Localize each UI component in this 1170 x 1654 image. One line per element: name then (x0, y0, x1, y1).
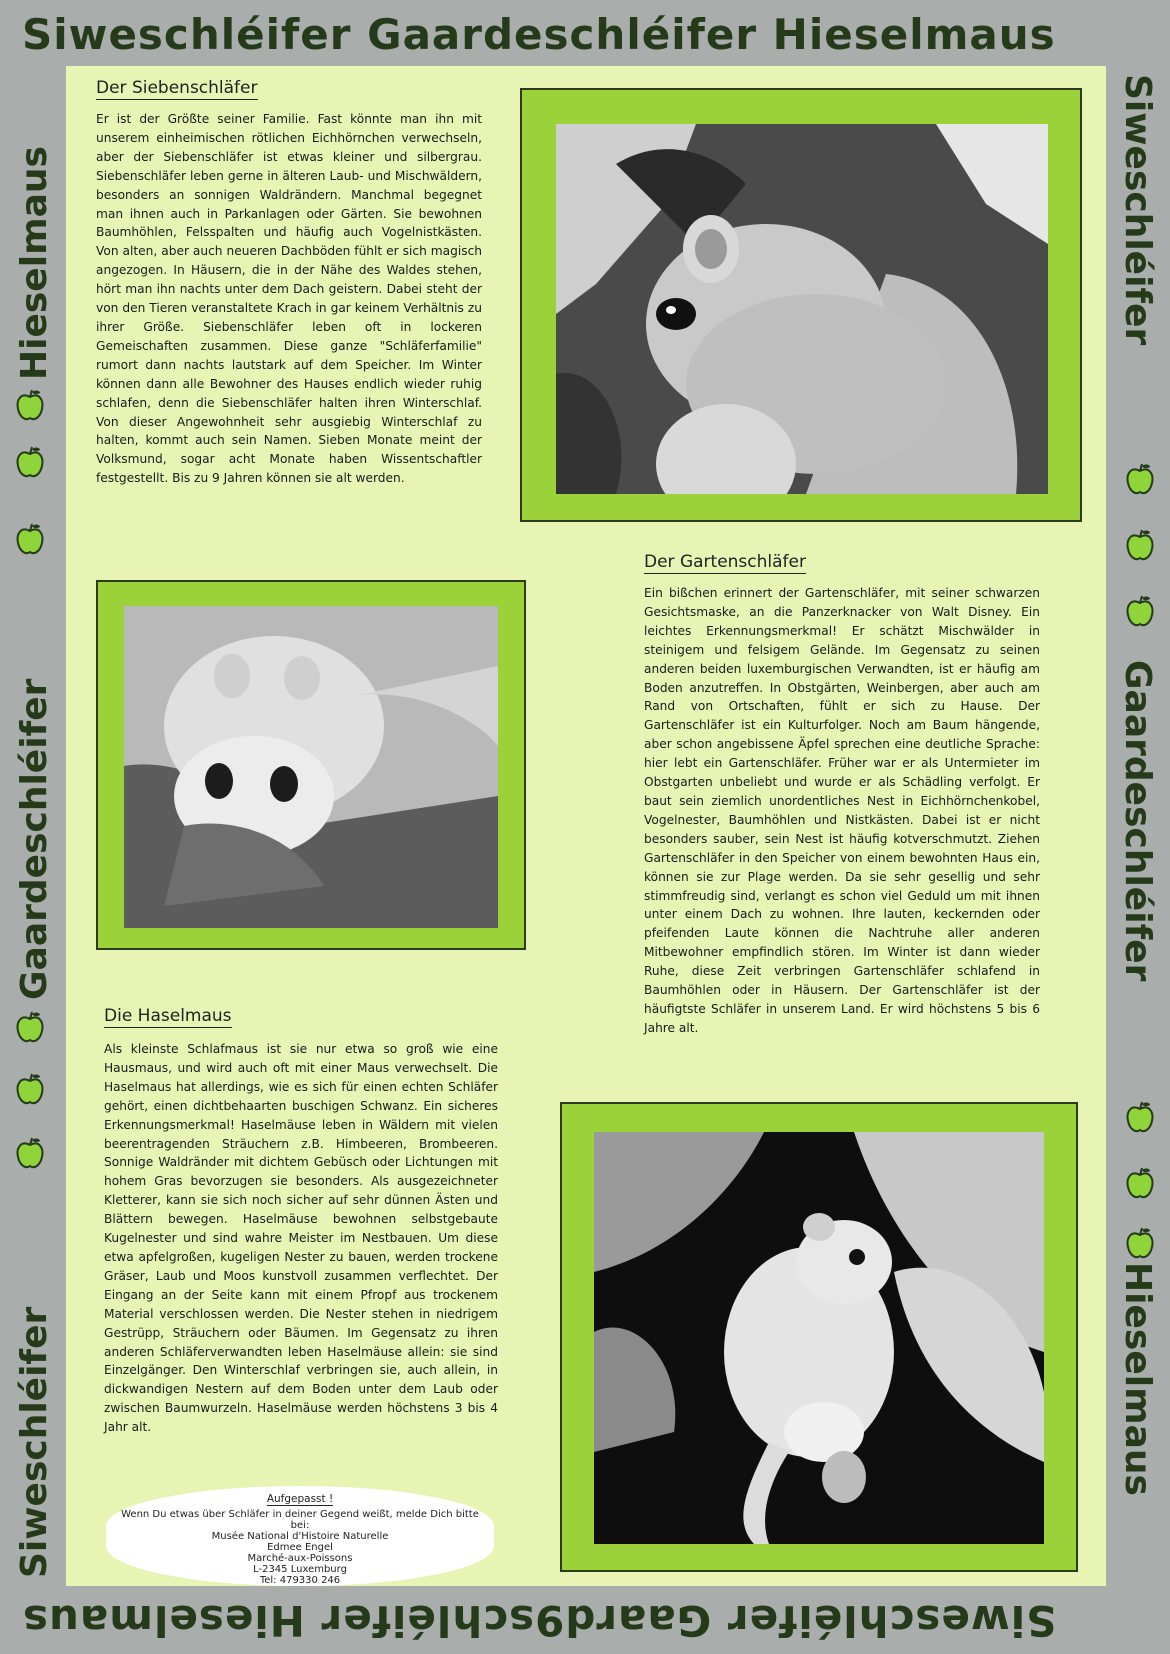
apple-icon (15, 1072, 45, 1106)
left-border-label-top: Hieselmaus (14, 146, 55, 380)
notice-title: Aufgepasst ! (266, 1493, 334, 1505)
notice-line-3: Musée National d'Histoire Naturelle (211, 1531, 389, 1542)
notice-line-6: L-2345 Luxemburg (253, 1564, 347, 1575)
apple-icon (15, 445, 45, 479)
right-border-label-middle: Gaardeschléifer (1117, 660, 1158, 982)
bottom-border-title: Siweschléifer Gaard9schléifer Hieselmaus (22, 1596, 1057, 1645)
siebenschlaefer-title: Der Siebenschläfer (96, 78, 258, 98)
notice-line-5: Marché-aux-Poissons (247, 1553, 353, 1564)
siebenschlaefer-text: Er ist der Größte seiner Familie. Fast könnte man ihn mit unserem einheimischen rötlichen Eichhörnchen verwechseln, aber der Siebenschläfer ist etwas kleiner und silbergrau. Siebenschläfer leben gerne in älteren Laub- und Mischwäldern, besonders an sonnigen Waldrändern. Manchmal begegnet man ihnen auch in Parkanlagen oder Gärten. Sie bewohnen Baumhöhlen, Felsspalten und häufig auch Vogelnistkästen. Von alten, aber auch neueren Dachböden fühlt er sich magisch angezogen. In Häusern, die in der Nähe des Waldes stehen, hört man ihn nachts unter dem Dach geistern. Dabei steht der von den Tieren veranstaltete Krach in gar keinem Verhältnis zu ihrer Größe. Siebenschläfer leben oft in lockeren Gemeischaften zusammen. Diese ganze "Schläferfamilie" rumort dann nachts lautstark auf dem Speicher. Im Winter können dann alle Bewohner des Hauses endlich wieder ruhig schlafen, denn die Siebenschläfer halten ihren Winterschlaf. Von dieser Angewohnheit sehr ausgiebig Winterschlaf zu halten, kommt auch sein Namen. Sieben Monate meint der Volksmund, sogar acht Monate haben Wissentschaftler festgestellt. Bis zu 9 Jahren können sie alt werden. (96, 112, 482, 486)
apple-icon (1125, 1100, 1155, 1134)
apple-icon (15, 1136, 45, 1170)
haselmaus-photo (594, 1132, 1044, 1544)
gartenschlaefer-heading (644, 552, 806, 574)
siebenschlaefer-heading (96, 78, 258, 100)
notice-line-4: Edmee Engel (267, 1542, 333, 1553)
apple-icon (15, 1010, 45, 1044)
contact-notice (106, 1486, 494, 1586)
haselmaus-text: Als kleinste Schlafmaus ist sie nur etwa so groß wie eine Hausmaus, und wird auch oft mit einer Maus verwechselt. Die Haselmaus hat allerdings, wie es sich für einen echten Schläfer gehört, einen dichtbehaarten buschigen Schwanz. Ein sicheres Erkennungsmerkmal! Haselmäuse leben in Wäldern mit vielen beerentragenden Sträuchern z.B. Himbeeren, Brombeeren. Sonnige Waldränder mit dichtem Gebüsch oder Lichtungen mit hohem Gras bevorzugen sie besonders. Als ausgezeichneter Kletterer, kann sie sich noch sicher auf sehr dünnen Ästen und Blättern bewegen. Haselmäuse bewohnen selbstgebaute Kugelnester und sind wahre Meister im Nestbauen. Um diese etwa apfelgroßen, kugeligen Nester zu bauen, werden trockene Gräser, Laub und Moos kunstvoll zusammen verflechtet. Der Eingang an der Seite kann mit einem Pfropf aus trockenem Material verschlossen werden. Die Nester stehen in niedrigem Gestrüpp, Sträuchern oder Bäumen. Im Gegensatz zu ihren anderen Schläferverwandten leben Haselmäuse allein: sie sind Einzelgänger. Den Winterschlaf verbringen sie, auch allein, in dickwandigen Nestern auf dem Boden unter dem Laub oder zwischen Baumwurzeln. Haselmäuse werden höchstens 3 bis 4 Jahr alt. (104, 1042, 498, 1435)
gartenschlaefer-photo (124, 606, 498, 928)
gartenschlaefer-title: Der Gartenschläfer (644, 552, 806, 572)
apple-icon (1125, 528, 1155, 562)
right-border-band (1110, 0, 1170, 1654)
left-border-label-bottom: Siweschléifer (14, 1306, 55, 1578)
apple-icon (1125, 1166, 1155, 1200)
apple-icon (1125, 1226, 1155, 1260)
apple-icon (15, 522, 45, 556)
left-border-band (0, 0, 60, 1654)
top-border-title: Siweschléifer Gaardeschléifer Hieselmaus (22, 10, 1056, 59)
haselmaus-title: Die Haselmaus (104, 1006, 232, 1026)
notice-line-7: Tel: 479330 246 (259, 1575, 341, 1586)
bottom-border-band (0, 1588, 1170, 1654)
top-border-band (0, 0, 1170, 70)
apple-icon (1125, 462, 1155, 496)
right-border-label-top: Siweschléifer (1117, 74, 1158, 346)
apple-icon (15, 388, 45, 422)
apple-icon (1125, 594, 1155, 628)
right-border-label-bottom: Hieselmaus (1117, 1262, 1158, 1496)
notice-line-2: bei: (290, 1520, 310, 1531)
haselmaus-heading (104, 1006, 232, 1028)
notice-line-1: Wenn Du etwas über Schläfer in deiner Gegend weißt, melde Dich bitte (121, 1509, 479, 1520)
left-border-label-middle: Gaardeschléifer (14, 678, 55, 1000)
gartenschlaefer-text: Ein bißchen erinnert der Gartenschläfer, mit seiner schwarzen Gesichtsmaske, an die Panzerknacker von Walt Disney. Ein leichtes Erkennungsmerkmal! Er schätzt Mischwälder in steinigem und felsigem Gelände. Im Gegensatz zu seinen anderen beiden luxemburgischen Verwandten, ist er häufig am Boden anzutreffen. In Obstgärten, Weinbergen, aber auch am Rand von Ortschaften, fühlt er sich zu Hause. Der Gartenschläfer ist ein Kulturfolger. Noch am Baum hängende, aber schon angebissene Äpfel sprechen eine deutliche Sprache: hier lebt ein Gartenschläfer. Früher war er als Untermieter im Obstgarten unbeliebt und wurde er als Schädling verfolgt. Er baut sein ziemlich unordentliches Nest in Eichhörnchenkobel, Vogelnester, Baumhöhlen und Nistkästen. Dabei ist er nicht besonders sauber, sein Nest ist häufig kotverschmutzt. Ziehen Gartenschläfer in den Speicher von einem bewohnten Haus ein, können sie zur Plage werden. Da sie sehr gesellig und sehr stimmfreudig sind, verlangt es schon viel Geduld um mit ihnen unter einem Dach zu wohnen. Ihre lauten, keckernden oder pfeifenden Laute können die Nachtruhe aller anderen Mitbewohner empfindlich stören. Im Winter ist dann wieder Ruhe, diese Zeit verbringen Gartenschläfer schlafend in Baumhöhlen oder in Häusern. Der Gartenschläfer ist der häufigtste Schläfer in unserem Land. Er wird höchstens 5 bis 6 Jahre alt. (644, 586, 1040, 1035)
siebenschlaefer-photo (556, 124, 1048, 494)
